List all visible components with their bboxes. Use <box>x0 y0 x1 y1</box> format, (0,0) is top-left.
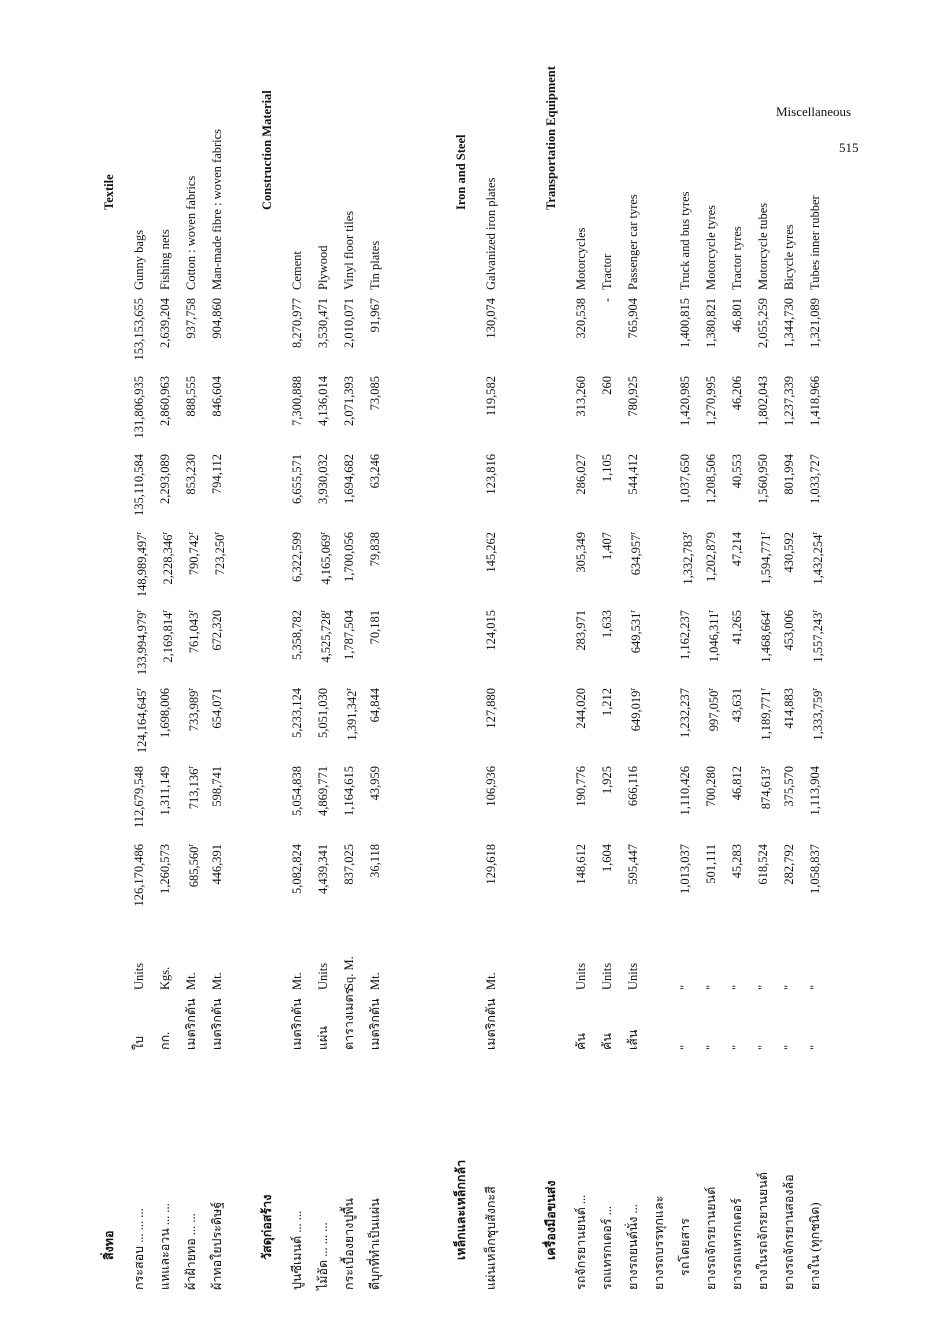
revised-mark: r <box>160 610 169 613</box>
value-cell: 414,883 <box>782 688 796 729</box>
value-cell: 64,844 <box>368 688 382 723</box>
value-cell: 430,592 <box>782 532 796 573</box>
unit-thai: เมตริกตัน <box>210 998 224 1050</box>
value-cell: 4,439,341 <box>316 844 330 894</box>
revised-mark: r <box>134 532 143 535</box>
table-row <box>596 210 618 1290</box>
table-row <box>180 175 202 1290</box>
value-cell: 672,320 <box>210 610 224 651</box>
unit-english: Units <box>316 962 330 990</box>
item-english: Motorcycle tubes <box>756 202 770 290</box>
section-title-english: Construction Material <box>260 90 274 210</box>
value-cell: 244,020 <box>574 688 588 729</box>
item-english: Tractor tyres <box>730 226 744 290</box>
section-header-row <box>450 134 472 1290</box>
item-english: Man-made fibre : woven fabrics <box>210 128 224 290</box>
revised-mark: r <box>758 610 767 613</box>
revised-mark: r <box>134 688 143 691</box>
value-cell: 375,570 <box>782 766 796 807</box>
revised-mark: r <box>318 610 327 613</box>
value-cell: 790,742$^r$ <box>186 532 202 576</box>
value-cell: 260 <box>600 376 614 395</box>
item-thai: ปูนซีเมนต์ ... ... <box>290 1210 304 1290</box>
unit-thai: " <box>756 1044 770 1050</box>
section-header-row <box>540 66 562 1290</box>
value-cell: 733,989$^r$ <box>186 688 202 732</box>
value-cell: 5,054,838 <box>290 766 304 816</box>
value-cell: 313,260 <box>574 376 588 417</box>
revised-mark: r <box>758 766 767 769</box>
value-cell: 123,816 <box>484 454 498 495</box>
revised-mark: r <box>706 688 715 691</box>
section-header: Miscellaneous <box>776 104 852 119</box>
value-cell: 1,046,311$^r$ <box>706 610 722 663</box>
table-row <box>206 128 228 1290</box>
value-cell: 1,633 <box>600 610 614 639</box>
value-cell: 8,270,977 <box>290 298 304 348</box>
page-number: 515 <box>839 140 859 155</box>
value-cell: 3,930,032 <box>316 454 330 504</box>
value-cell: 2,055,259 <box>756 298 770 348</box>
section-title-thai: เหล็กและเหล็กกล้า <box>454 1159 468 1260</box>
value-cell: 40,553 <box>730 454 744 489</box>
value-cell: 700,280 <box>704 766 718 807</box>
item-thai: ผ้าทอใยประดิษฐ์ <box>210 1201 224 1290</box>
unit-english: Units <box>132 962 146 990</box>
value-cell: 723,250$^r$ <box>212 532 228 576</box>
value-cell: 4,525,728$^r$ <box>318 610 334 663</box>
unit-english: " <box>704 984 718 990</box>
value-cell: 112,679,548 <box>132 766 146 829</box>
value-cell: 1,033,727 <box>808 454 822 504</box>
table-row <box>128 210 150 1290</box>
value-cell: 1,332,783$^r$ <box>680 532 696 585</box>
item-english: Tubes inner rubber <box>808 195 822 290</box>
value-cell: 761,043$^r$ <box>186 610 202 654</box>
value-cell: 1,700,056 <box>342 532 356 582</box>
item-thai: รถจักรยานยนต์ ... <box>574 1194 588 1290</box>
unit-thai: คัน <box>600 1033 614 1050</box>
unit-english: " <box>730 984 744 990</box>
value-cell: 47,214 <box>730 532 744 567</box>
value-cell: 1,212 <box>600 688 614 717</box>
value-cell: 649,531$^r$ <box>628 610 644 654</box>
value-cell: 282,792 <box>782 844 796 885</box>
value-cell: 853,230 <box>184 454 198 495</box>
value-cell: 2,010,071 <box>342 298 356 348</box>
item-english: Fishing nets <box>158 229 172 290</box>
value-cell: 43,631 <box>730 688 744 723</box>
value-cell: 598,741 <box>210 766 224 807</box>
item-thai: กระสอบ ... ... ... <box>132 1208 146 1290</box>
unit-thai: ใบ <box>132 1035 146 1050</box>
revised-mark: r <box>628 610 637 613</box>
item-english: Motorcycle tyres <box>704 204 718 290</box>
value-cell: 1,557,243$^r$ <box>810 610 826 663</box>
value-cell: 145,262 <box>484 532 498 573</box>
value-cell: 1,110,426 <box>678 766 692 816</box>
table-row <box>286 210 308 1290</box>
value-cell: 135,110,584 <box>132 454 146 517</box>
value-cell: 130,074 <box>484 298 498 339</box>
table-row <box>726 210 748 1290</box>
item-thai: ไม้อัด ... ... ... <box>316 1222 330 1290</box>
value-cell: 5,233,124 <box>290 688 304 738</box>
value-cell: 544,412 <box>626 454 640 495</box>
value-cell: 1,594,771$^r$ <box>758 532 774 585</box>
section-title-thai: สิ่งทอ <box>102 1230 116 1260</box>
table-row <box>778 210 800 1290</box>
unit-english: Mt. <box>210 972 224 990</box>
value-cell: 1,270,995 <box>704 376 718 426</box>
revised-mark: r <box>810 610 819 613</box>
value-cell: 765,904 <box>626 298 640 339</box>
value-cell: 1,037,650 <box>678 454 692 504</box>
item-thai: รถโดยสาร <box>678 1218 692 1276</box>
value-cell: 1,560,950 <box>756 454 770 504</box>
revised-mark: r <box>186 844 195 847</box>
value-cell: 36,118 <box>368 844 382 878</box>
value-cell: 46,812 <box>730 766 744 801</box>
value-cell: 320,538 <box>574 298 588 339</box>
value-cell: 4,136,014 <box>316 376 330 426</box>
value-cell: 127,880 <box>484 688 498 729</box>
unit-english: " <box>756 984 770 990</box>
revised-mark: r <box>186 766 195 769</box>
unit-english: Mt. <box>484 972 498 990</box>
value-cell: 794,112 <box>210 454 224 495</box>
value-cell: 131,806,935 <box>132 376 146 439</box>
value-cell: 6,322,599 <box>290 532 304 582</box>
revised-mark: r <box>758 688 767 691</box>
value-cell: 1,802,043 <box>756 376 770 426</box>
value-cell: 453,006 <box>782 610 796 651</box>
item-thai: ดีบุกที่ทำเป็นแผ่น <box>368 1198 382 1290</box>
value-cell: 1,202,879 <box>704 532 718 582</box>
value-cell: 2,293,089 <box>158 454 172 504</box>
section-header-row <box>256 90 278 1290</box>
section-title-thai: วัสดุก่อสร้าง <box>260 1194 274 1260</box>
table-row <box>154 210 176 1290</box>
unit-english: Units <box>574 962 588 990</box>
item-english: Cement <box>290 251 304 290</box>
item-english: Gunny bags <box>132 229 146 290</box>
value-cell: 7,300,888 <box>290 376 304 426</box>
value-cell: 888,555 <box>184 376 198 417</box>
value-cell: 148,612 <box>574 844 588 885</box>
value-cell: 46,801 <box>730 298 744 333</box>
section-header-row <box>98 174 120 1290</box>
item-english: Vinyl floor tiles <box>342 210 356 290</box>
item-english: Tin plates <box>368 240 382 290</box>
value-cell: 43,959 <box>368 766 382 801</box>
table-row <box>674 191 696 1290</box>
revised-mark: r <box>186 610 195 613</box>
value-cell: 649,019$^r$ <box>628 688 644 732</box>
value-cell: 126,170,486 <box>132 844 146 907</box>
unit-english: Mt. <box>290 972 304 990</box>
unit-english: Units <box>600 962 614 990</box>
value-cell: 904,860 <box>210 298 224 339</box>
unit-english: Mt. <box>368 972 382 990</box>
unit-thai: เมตริกตัน <box>484 998 498 1050</box>
item-thai: ยางรถบรรทุกและ <box>652 1195 666 1290</box>
unit-english: " <box>678 984 692 990</box>
value-cell: 305,349 <box>574 532 588 573</box>
unit-thai: " <box>730 1044 744 1050</box>
unit-thai: " <box>808 1044 822 1050</box>
value-cell: 5,051,030 <box>316 688 330 738</box>
table-row <box>752 202 774 1290</box>
revised-mark: r <box>706 610 715 613</box>
value-cell: 1,189,771$^r$ <box>758 688 774 741</box>
value-cell: 133,994,979$^r$ <box>134 610 150 676</box>
value-cell: 1,058,837 <box>808 844 822 894</box>
table-row <box>648 210 670 1290</box>
value-cell: 119,582 <box>484 376 498 417</box>
value-cell: 129,618 <box>484 844 498 885</box>
value-cell: 1,420,985 <box>678 376 692 426</box>
item-english: Galvanized iron plates <box>484 177 498 290</box>
value-cell: 5,082,824 <box>290 844 304 894</box>
revised-mark: r <box>186 532 195 535</box>
section-title-english: Transportation Equipment <box>544 66 558 210</box>
value-cell: 4,869,771 <box>316 766 330 816</box>
revised-mark: r <box>628 532 637 535</box>
value-cell: 106,936 <box>484 766 498 807</box>
revised-mark: r <box>212 532 221 535</box>
value-cell: 2,228,346$^r$ <box>160 532 176 585</box>
value-cell: 1,013,037 <box>678 844 692 894</box>
value-cell: 1,925 <box>600 766 614 795</box>
item-thai: ยางรถจักรยานยนต์ <box>704 1186 718 1290</box>
value-cell: 446,391 <box>210 844 224 885</box>
value-cell: 1,162,237 <box>678 610 692 660</box>
item-thai: กระเบื้องยางปูพื้น <box>342 1198 356 1290</box>
value-cell: 1,694,682 <box>342 454 356 504</box>
value-cell: 846,604 <box>210 376 224 417</box>
table-row <box>312 210 334 1290</box>
unit-thai: เมตริกตัน <box>368 998 382 1050</box>
revised-mark: r <box>810 688 819 691</box>
unit-thai: แผ่น <box>316 1026 330 1050</box>
value-cell: 91,967 <box>368 298 382 333</box>
unit-english: " <box>782 984 796 990</box>
unit-thai: " <box>782 1044 796 1050</box>
value-cell: 1,237,339 <box>782 376 796 426</box>
revised-mark: r <box>344 688 353 691</box>
section-title-thai: เครื่องมือขนส่ง <box>544 1180 558 1260</box>
item-english: Truck and bus tyres <box>678 191 692 290</box>
unit-thai: เมตริกตัน <box>290 998 304 1050</box>
value-cell: 1,698,006 <box>158 688 172 738</box>
item-thai: แผ่นเหล็กชุบสังกะสี <box>484 1186 498 1290</box>
value-cell: 595,447 <box>626 844 640 885</box>
value-cell: 1,380,821 <box>704 298 718 348</box>
unit-english: Mt. <box>184 972 198 990</box>
unit-thai: กก. <box>158 1031 172 1050</box>
value-cell: 1,105 <box>600 454 614 483</box>
value-cell: 148,989,497$^r$ <box>134 532 150 598</box>
section-title-english: Textile <box>102 174 116 210</box>
item-thai: ผ้าฝ้ายทอ ... ... <box>184 1213 198 1290</box>
value-cell: 1,468,664$^r$ <box>758 610 774 663</box>
revised-mark: r <box>680 532 689 535</box>
value-cell: 46,206 <box>730 376 744 411</box>
item-thai: ยางรถจักรยานสองล้อ <box>782 1174 796 1290</box>
unit-english: " <box>808 984 822 990</box>
table-row <box>364 210 386 1290</box>
revised-mark: r <box>186 688 195 691</box>
item-thai: แหและอวน ... ... <box>158 1203 172 1290</box>
value-cell: 801,994 <box>782 454 796 495</box>
table-row <box>700 204 722 1290</box>
table-row <box>480 177 502 1290</box>
value-cell: 2,169,814$^r$ <box>160 610 176 663</box>
value-cell: 70,181 <box>368 610 382 645</box>
value-cell: 713,136$^r$ <box>186 766 202 810</box>
value-cell: 63,246 <box>368 454 382 489</box>
value-cell: 1,344,730 <box>782 298 796 348</box>
table-row <box>570 210 592 1290</box>
value-cell: 4,165,069$^r$ <box>318 532 334 585</box>
value-cell: 937,758 <box>184 298 198 339</box>
value-cell: 634,957$^r$ <box>628 532 644 576</box>
item-thai: ยางรถยนต์นั่ง ... <box>626 1204 640 1290</box>
value-cell: 874,613$^r$ <box>758 766 774 810</box>
unit-thai: " <box>678 1044 692 1050</box>
unit-thai: ตารางเมตร <box>342 987 356 1050</box>
item-english: Bicycle tyres <box>782 224 796 290</box>
value-cell: 124,164,645$^r$ <box>134 688 150 754</box>
value-cell: 1,333,759$^r$ <box>810 688 826 741</box>
unit-thai: " <box>704 1044 718 1050</box>
value-cell: - <box>600 298 614 303</box>
unit-thai: เมตริกตัน <box>184 998 198 1050</box>
value-cell: 1,113,904 <box>808 766 822 816</box>
table-row <box>338 210 360 1290</box>
unit-thai: คัน <box>574 1033 588 1050</box>
revised-mark: r <box>758 532 767 535</box>
value-cell: 837,025 <box>342 844 356 885</box>
item-english: Passenger car tyres <box>626 194 640 290</box>
value-cell: 1,164,615 <box>342 766 356 816</box>
unit-thai: เส้น <box>626 1029 640 1050</box>
value-cell: 1,391,342$^r$ <box>344 688 360 741</box>
value-cell: 41,265 <box>730 610 744 645</box>
value-cell: 124,015 <box>484 610 498 651</box>
value-cell: 2,860,963 <box>158 376 172 426</box>
value-cell: 5,358,782 <box>290 610 304 660</box>
revised-mark: r <box>810 532 819 535</box>
value-cell: 1,321,089 <box>808 298 822 348</box>
value-cell: 1,787,504 <box>342 610 356 660</box>
item-thai: ยางรถแทรกเตอร์ <box>730 1198 744 1290</box>
value-cell: 190,776 <box>574 766 588 807</box>
value-cell: 2,639,204 <box>158 298 172 348</box>
value-cell: 1,260,573 <box>158 844 172 894</box>
item-thai: ยางใน (ทุกชนิด) <box>808 1202 822 1290</box>
value-cell: 997,050$^r$ <box>706 688 722 732</box>
value-cell: 1,418,966 <box>808 376 822 426</box>
table-row <box>622 194 644 1290</box>
value-cell: 1,208,506 <box>704 454 718 504</box>
value-cell: 1,407 <box>600 532 614 561</box>
item-english: Plywood <box>316 245 330 290</box>
value-cell: 666,116 <box>626 766 640 807</box>
value-cell: 283,971 <box>574 610 588 651</box>
item-english: Motorcycles <box>574 227 588 290</box>
value-cell: 45,283 <box>730 844 744 879</box>
value-cell: 3,530,471 <box>316 298 330 348</box>
revised-mark: r <box>318 532 327 535</box>
value-cell: 1,400,815 <box>678 298 692 348</box>
value-cell: 79,838 <box>368 532 382 567</box>
value-cell: 153,153,655 <box>132 298 146 361</box>
value-cell: 654,071 <box>210 688 224 729</box>
value-cell: 73,085 <box>368 376 382 411</box>
item-english: Tractor <box>600 253 614 290</box>
value-cell: 1,432,254$^r$ <box>810 532 826 585</box>
section-title-english: Iron and Steel <box>454 134 468 210</box>
value-cell: 685,560$^r$ <box>186 844 202 888</box>
value-cell: 286,027 <box>574 454 588 495</box>
value-cell: 618,524 <box>756 844 770 885</box>
value-cell: 6,655,571 <box>290 454 304 504</box>
unit-english: Sq. M. <box>342 956 356 990</box>
item-english: Cotton : woven fabrics <box>184 175 198 290</box>
value-cell: 501,111 <box>704 844 718 884</box>
value-cell: 2,071,393 <box>342 376 356 426</box>
value-cell: 1,311,149 <box>158 766 172 816</box>
revised-mark: r <box>134 610 143 613</box>
revised-mark: r <box>160 532 169 535</box>
value-cell: 1,232,237 <box>678 688 692 738</box>
unit-english: Units <box>626 962 640 990</box>
item-thai: รถแทรกเตอร์ ... <box>600 1206 614 1290</box>
value-cell: 1,604 <box>600 844 614 873</box>
table-row <box>804 195 826 1290</box>
revised-mark: r <box>628 688 637 691</box>
item-thai: ยางในรถจักรยานยนต์ <box>756 1172 770 1290</box>
value-cell: 780,925 <box>626 376 640 417</box>
unit-english: Kgs. <box>158 966 172 990</box>
